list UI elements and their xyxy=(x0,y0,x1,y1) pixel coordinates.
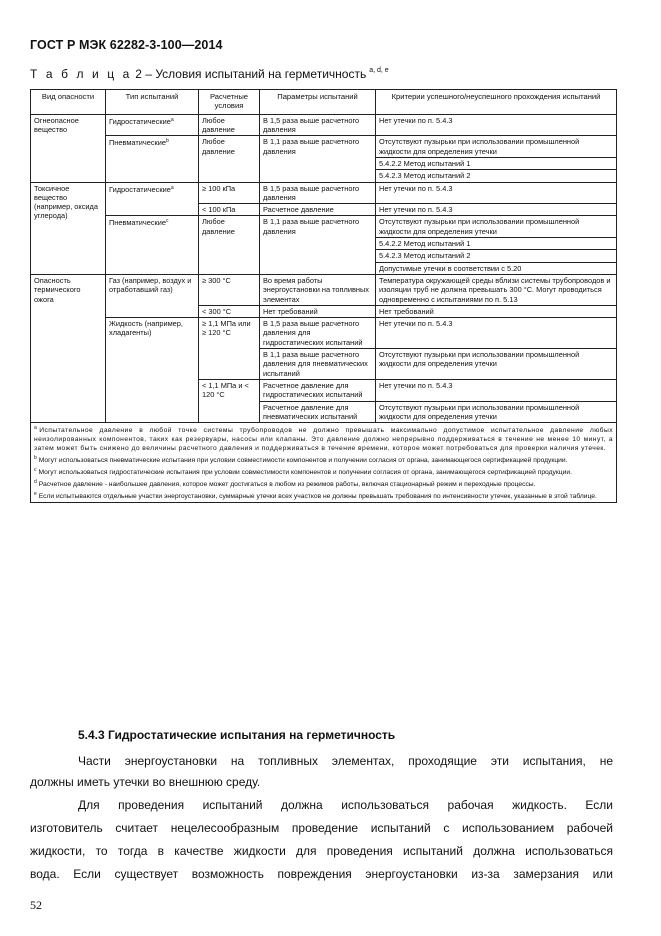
col-header-design-conditions: Расчетные условия xyxy=(199,90,260,115)
criteria-cell: 5.4.2.2 Метод испытаний 1 xyxy=(376,238,617,250)
footnote-text: Могут использоваться пневматические испытания при условии совместимости компонентов и получении согласия от органа, занимающегося сертификацией продукции. xyxy=(38,456,568,464)
condition-cell: ≥ 300 °С xyxy=(199,274,260,305)
test-type-cell xyxy=(106,114,199,136)
footnote-mark: a xyxy=(34,425,38,432)
footnote-ref: a xyxy=(170,184,174,191)
col-header-test-type: Тип испытаний xyxy=(106,90,199,115)
parameter-cell: В 1,5 раза выше расчетного давления xyxy=(260,114,376,136)
criteria-cell: Нет утечки по п. 5.4.3 xyxy=(376,182,617,204)
page-number: 52 xyxy=(30,898,42,912)
footnote-mark: e xyxy=(34,490,37,497)
criteria-cell: 5.4.2.3 Метод испытаний 2 xyxy=(376,170,617,182)
footnote-mark: b xyxy=(34,454,37,461)
criteria-cell: Нет утечки по п. 5.4.3 xyxy=(376,204,617,216)
test-type-cell: Жидкость (например, хладагенты) xyxy=(106,318,199,423)
parameter-cell: Во время работы энергоустановки на топливных элементах xyxy=(260,274,376,305)
table-notes-row xyxy=(31,423,617,503)
parameter-cell: В 1,1 раза выше расчетного давления для пневматических испытаний xyxy=(260,349,376,380)
paragraph-line: Части энергоустановки на топливных элементах, проходящие эти испытания, не xyxy=(78,754,613,768)
criteria-cell: Нет утечки по п. 5.4.3 xyxy=(376,379,617,401)
criteria-cell: Нет утечки по п. 5.4.3 xyxy=(376,114,617,136)
criteria-cell: 5.4.2.2 Метод испытаний 1 xyxy=(376,158,617,170)
test-type-cell xyxy=(106,182,199,216)
paragraph-line: Для проведения испытаний должна использоваться рабочая жидкость. Если xyxy=(78,798,613,812)
col-header-hazard: Вид опасности xyxy=(31,90,106,115)
condition-cell: < 300 °С xyxy=(199,305,260,317)
hazard-flammable: Огнеопасное вещество xyxy=(31,114,106,182)
paragraph-line: вода. Если существует возможность повреждения энергоустановки из-за замерзания или xyxy=(30,867,613,881)
criteria-cell: Отсутствуют пузырьки при использовании промышленной жидкости для определения утечки xyxy=(376,136,617,158)
test-type-label: Гидростатические xyxy=(109,116,171,126)
footnote-mark: d xyxy=(34,478,37,485)
test-type-cell xyxy=(106,136,199,182)
parameter-cell: В 1,1 раза выше расчетного давления xyxy=(260,216,376,274)
footnote-text: Расчетное давление - наибольшее давления, которое может достигаться в любом из режимов работы, включая стационарный режим и переходные процессы. xyxy=(38,480,536,488)
parameter-cell: Нет требований xyxy=(260,305,376,317)
hazard-toxic: Токсичное вещество (например, оксида углерода) xyxy=(31,182,106,274)
criteria-cell: Нет требований xyxy=(376,305,617,317)
criteria-cell: Отсутствуют пузырьки при использовании промышленной жидкости для определения утечки xyxy=(376,216,617,238)
criteria-cell: Допустимые утечки в соответствии с 5.20 xyxy=(376,262,617,274)
footnote-text: Испытательное давление в любой точке системы трубопроводов не должно превышать максимально допустимое испытательное давление любых неизолированных компонентов, таких как резервуары, насосы или клапаны. Это давление должно непрерывно поддерживаться в течение не менее 10 минут, а затем может быть снижено до величины расчетного давления и поддерживаться в течение времени, которое может потребоваться для проверки наличия утечек. xyxy=(34,427,613,452)
leak-test-conditions-table xyxy=(30,89,617,503)
parameter-cell: В 1,5 раза выше расчетного давления для гидростатических испытаний xyxy=(260,318,376,349)
col-header-test-parameters: Параметры испытаний xyxy=(260,90,376,115)
test-type-cell: Газ (например, воздух и отработавший газ) xyxy=(106,274,199,317)
table-header-row xyxy=(31,90,617,115)
footnote-b xyxy=(34,454,613,466)
table-row xyxy=(31,318,617,349)
footnote-text: Если испытываются отдельные участки энергоустановки, суммарные утечки всех участков не должны превышать требования по интенсивности утечек, указанные в этой таблице. xyxy=(38,492,597,500)
footnote-a xyxy=(34,424,613,454)
criteria-cell: Отсутствуют пузырьки при использовании промышленной жидкости для определения утечки xyxy=(376,349,617,380)
condition-cell: ≥ 100 кПа xyxy=(199,182,260,204)
table-row xyxy=(31,274,617,305)
table-row xyxy=(31,136,617,158)
criteria-cell: Отсутствуют пузырьки при использовании промышленной жидкости для определения утечки xyxy=(376,401,617,423)
test-type-cell xyxy=(106,216,199,274)
test-type-label: Гидростатические xyxy=(109,184,171,194)
footnote-c xyxy=(34,466,613,478)
standard-designation: ГОСТ Р МЭК 62282-3-100—2014 xyxy=(30,38,223,52)
footnote-text: Могут использоваться гидростатические испытания при условии совместимости компонентов и получении согласия от органа, занимающегося сертификацией продукции. xyxy=(38,468,572,476)
table-caption xyxy=(30,67,389,81)
parameter-cell: В 1,5 раза выше расчетного давления xyxy=(260,182,376,204)
table-caption-refs: a, d, e xyxy=(369,67,389,74)
footnote-ref: b xyxy=(166,138,169,145)
test-type-label: Пневматические xyxy=(109,218,167,228)
condition-cell: Любое давление xyxy=(199,216,260,274)
table-notes xyxy=(31,423,617,503)
parameter-cell: В 1,1 раза выше расчетного давления xyxy=(260,136,376,182)
criteria-cell: Нет утечки по п. 5.4.3 xyxy=(376,318,617,349)
footnote-d xyxy=(34,478,613,490)
paragraph-line: изготовитель считает нецелесообразным проведение испытаний с использованием рабочей xyxy=(30,821,613,835)
parameter-cell: Расчетное давление для пневматических испытаний xyxy=(260,401,376,423)
hazard-thermal-burn: Опасность термического ожога xyxy=(31,274,106,422)
parameter-cell: Расчетное давление xyxy=(260,204,376,216)
condition-cell: ≥ 1,1 МПа или ≥ 120 °С xyxy=(199,318,260,380)
section-heading: 5.4.3 Гидростатические испытания на герметичность xyxy=(78,728,396,742)
footnote-mark: c xyxy=(34,466,37,473)
footnote-e xyxy=(34,490,613,502)
table-caption-title: – Условия испытаний на герметичность xyxy=(145,67,367,81)
paragraph-line: жидкости, то тогда в качестве жидкости для проведения испытаний должна использоваться xyxy=(30,844,613,858)
criteria-cell: Температура окружающей среды вблизи системы трубопроводов и изоляции труб не должна превышать 300 °С. Могут проводиться одновременно с испытаниями по п. 5.13 xyxy=(376,274,617,305)
condition-cell: < 1,1 МПа и < 120 °С xyxy=(199,379,260,422)
table-row xyxy=(31,216,617,238)
table-row xyxy=(31,114,617,136)
col-header-criteria: Критерии успешного/неуспешного прохождения испытаний xyxy=(376,90,617,115)
table-row xyxy=(31,182,617,204)
condition-cell: Любое давление xyxy=(199,114,260,136)
condition-cell: Любое давление xyxy=(199,136,260,182)
paragraph-line: должны иметь утечки во внешнюю среду. xyxy=(30,775,261,789)
table-caption-label: Т а б л и ц а xyxy=(30,67,132,81)
footnote-ref: a xyxy=(170,116,174,123)
footnote-ref: c xyxy=(166,218,169,225)
parameter-cell: Расчетное давление для гидростатических испытаний xyxy=(260,379,376,401)
criteria-cell: 5.4.2.3 Метод испытаний 2 xyxy=(376,250,617,262)
test-type-label: Пневматические xyxy=(109,138,167,148)
condition-cell: < 100 кПа xyxy=(199,204,260,216)
table-caption-number: 2 xyxy=(135,67,142,81)
